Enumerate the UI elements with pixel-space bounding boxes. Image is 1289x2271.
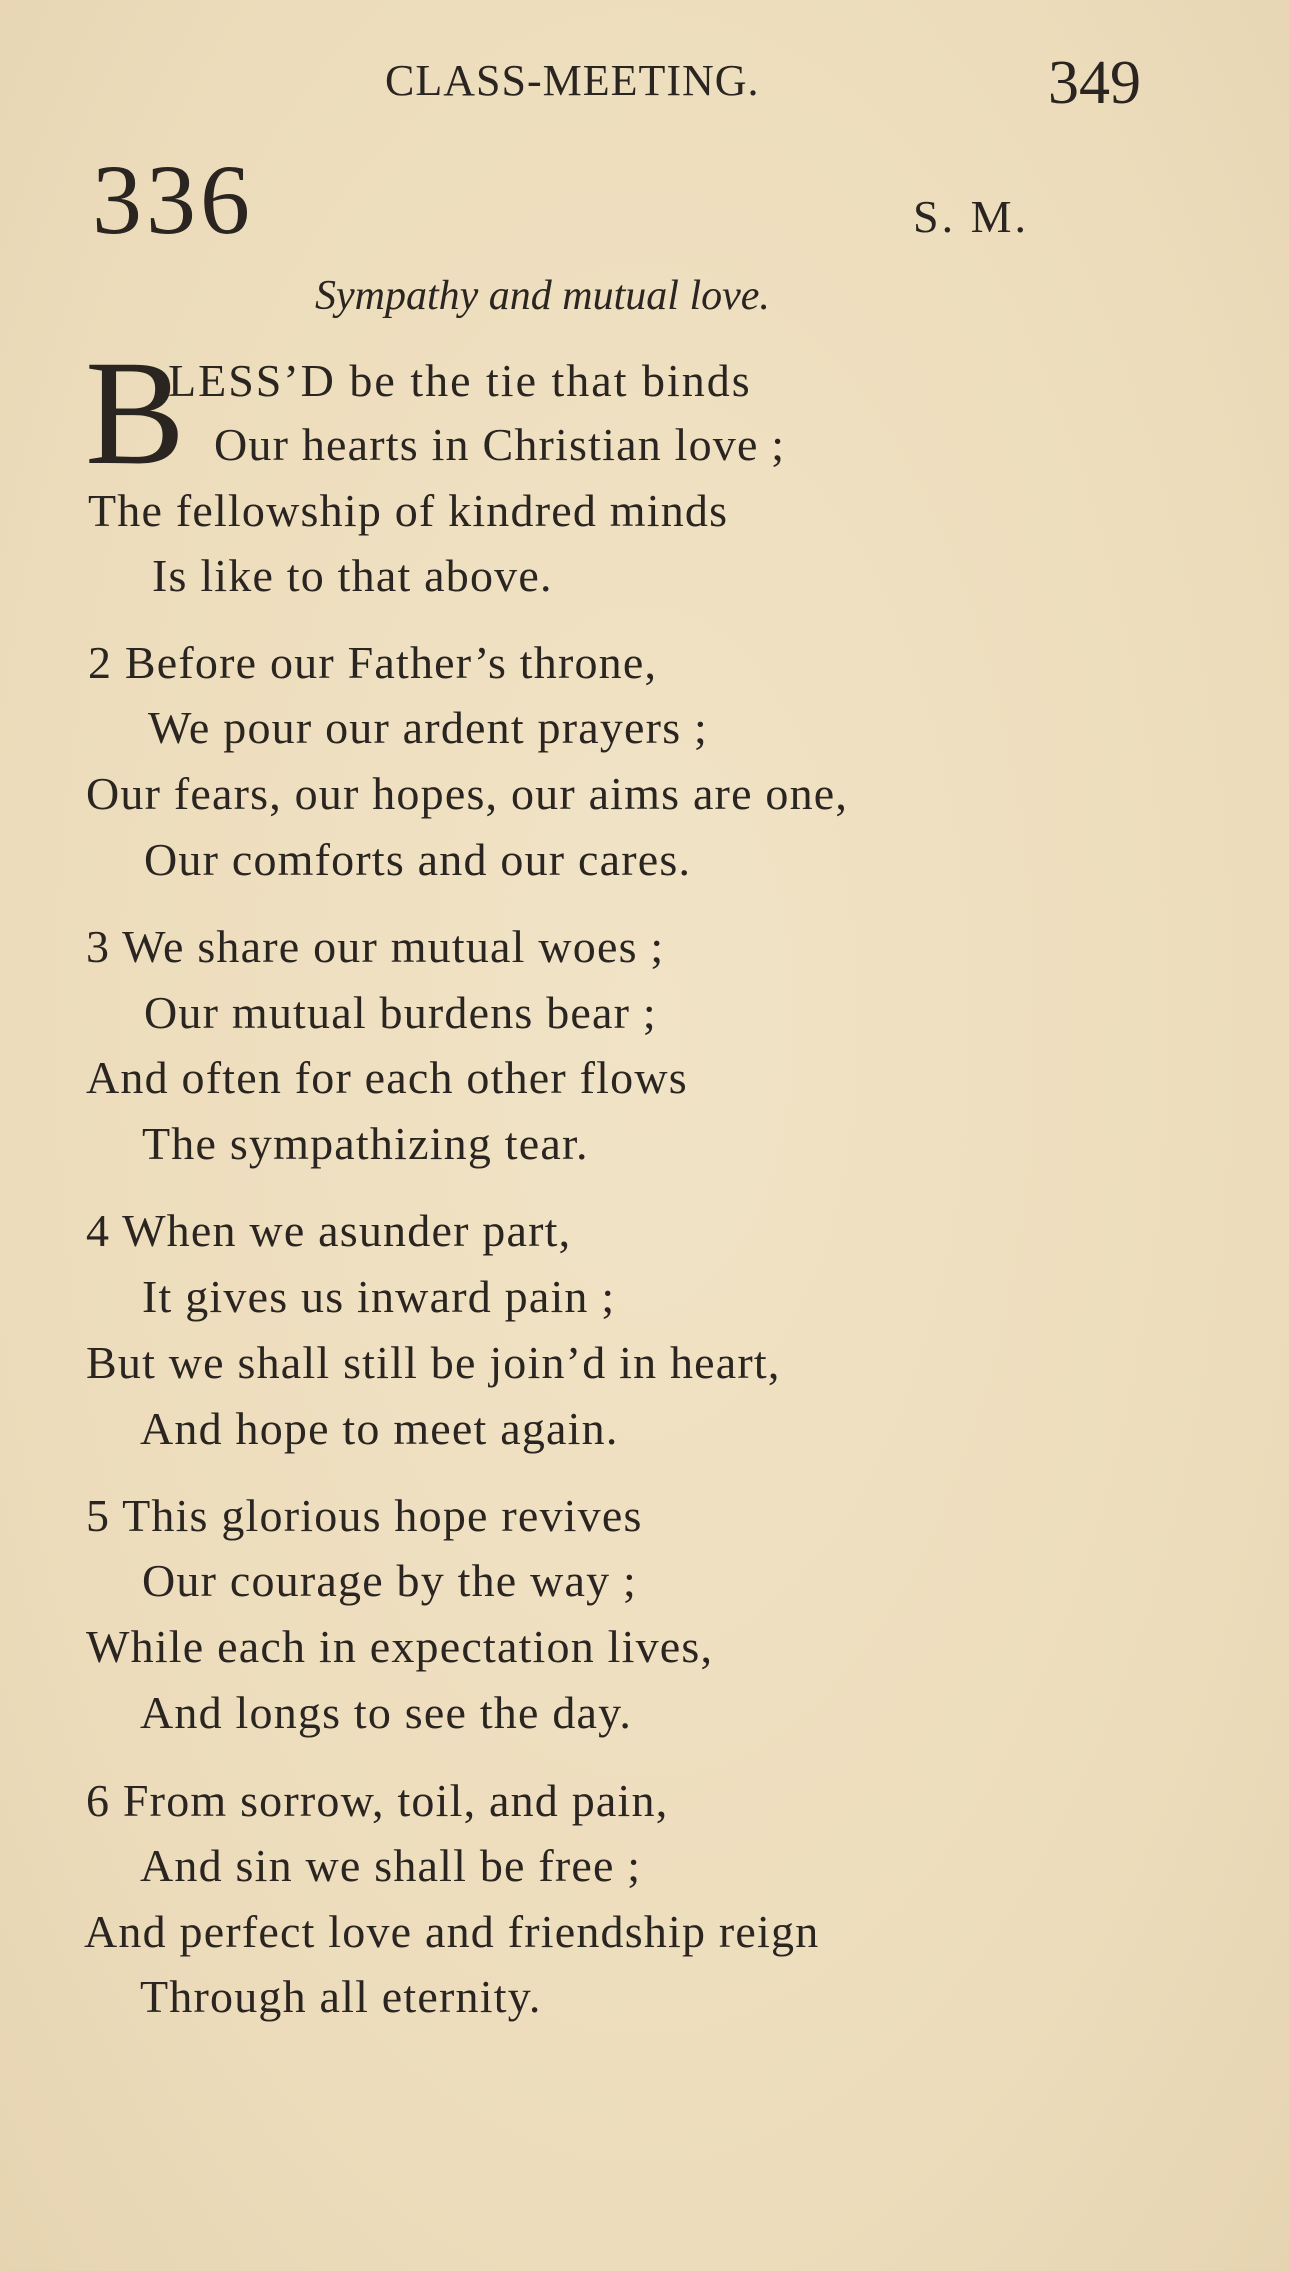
verse-line: And sin we shall be free ; [140, 1840, 642, 1891]
verse-line: 6 From sorrow, toil, and pain, [86, 1775, 669, 1826]
verse-line: Is like to that above. [152, 550, 553, 601]
verse-line: 4 When we asunder part, [86, 1205, 572, 1256]
verse-line: The fellowship of kindred minds [88, 485, 729, 536]
verse-line: The sympathizing tear. [142, 1118, 589, 1169]
verse-line: And often for each other flows [86, 1052, 688, 1103]
verse-line: And hope to meet again. [140, 1403, 619, 1454]
verse-line: Our mutual burdens bear ; [144, 987, 657, 1038]
running-head: CLASS-MEETING. [385, 56, 760, 105]
verse-line: 3 We share our mutual woes ; [86, 921, 665, 972]
verse-line: Our hearts in Christian love ; [214, 419, 786, 470]
verse-line: Our courage by the way ; [142, 1555, 638, 1606]
hymn-meter: S. M. [913, 191, 1029, 242]
verse-line: Our comforts and our cares. [144, 834, 692, 885]
hymn-subtitle: Sympathy and mutual love. [315, 273, 770, 319]
verse-line: We pour our ardent prayers ; [148, 702, 708, 753]
verse-line: LESS’D be the tie that binds [168, 355, 752, 406]
verse-line: 5 This glorious hope revives [86, 1490, 643, 1541]
page-number: 349 [1048, 49, 1141, 117]
hymn-number: 336 [92, 144, 254, 255]
verse-line: Our fears, our hopes, our aims are one, [86, 768, 849, 819]
verse-line: While each in expectation lives, [86, 1621, 714, 1672]
verse-line: And longs to see the day. [140, 1687, 633, 1738]
verse-line: It gives us inward pain ; [142, 1271, 616, 1322]
verse-line: But we shall still be join’d in heart, [86, 1337, 781, 1388]
verse-line: And perfect love and friendship reign [84, 1906, 820, 1957]
verse-line: 2 Before our Father’s throne, [88, 637, 658, 688]
drop-cap-letter: B [85, 330, 186, 496]
verse-line: Through all eternity. [140, 1971, 542, 2022]
